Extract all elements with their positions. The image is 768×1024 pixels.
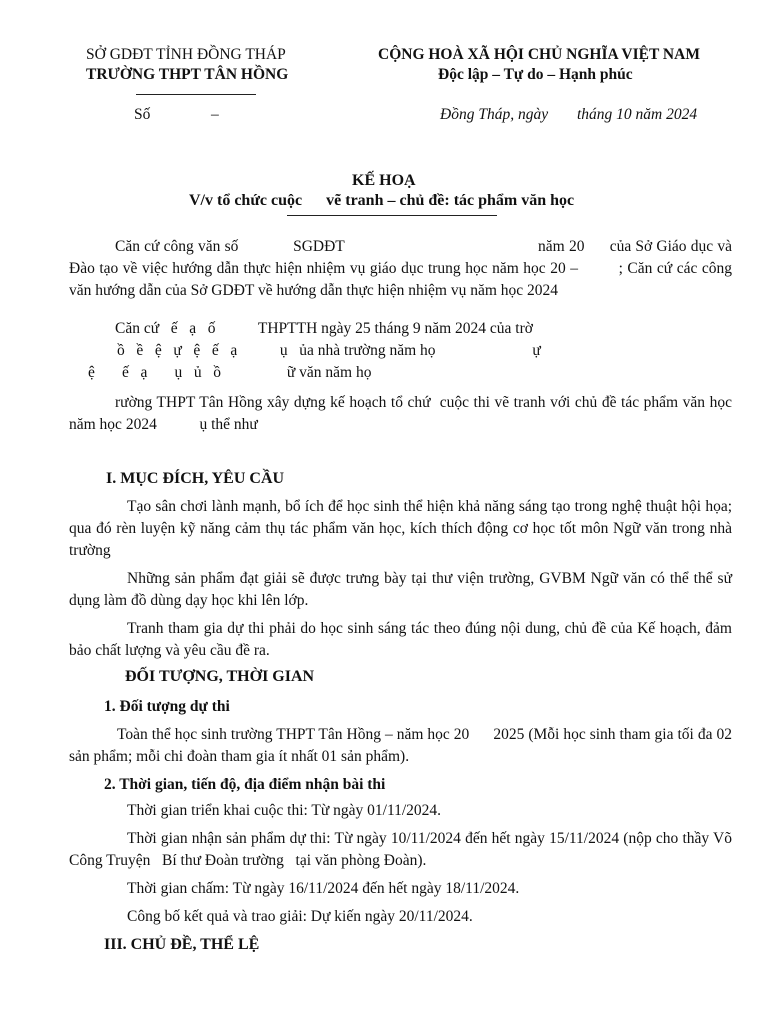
- place-date-b: tháng 10 năm 2024: [577, 106, 698, 123]
- section-1-paragraph-1: Tạo sân chơi lành mạnh, bổ ích để học sinh thể hiện khả năng sáng tạo trong nghệ thuật hội họa; qua đó rèn luyện kỹ năng cảm thụ tác phẩm văn học, kích thích động cơ học tốt môn Ngữ văn trong nhà trường: [69, 498, 732, 559]
- document-subtitle: V/v tổ chức cuộc vẽ tranh – chủ đề: tác phẩm văn học: [189, 192, 575, 209]
- national-title: CỘNG HOÀ XÃ HỘI CHỦ NGHĨA VIỆT NAM: [378, 46, 700, 63]
- preamble-paragraph-1: Căn cứ công văn số SGDĐT năm 20 của Sở Giáo dục và Đào tạo về việc hướng dẫn thực hiện nhiệm vụ giáo dục trung học năm học 20 – ; Căn cứ các công văn hướng dẫn của Sở GDĐT về hướng dẫn thực hiện nhiệm vụ năm học 2024: [69, 238, 736, 299]
- section-3-heading: III. CHỦ ĐỀ, THỂ LỆ: [104, 936, 260, 953]
- timeline-results: Công bố kết quả và trao giải: Dự kiến ngày 20/11/2024.: [127, 908, 473, 925]
- timeline-grading: Thời gian chấm: Từ ngày 16/11/2024 đến hết ngày 18/11/2024.: [127, 880, 520, 897]
- preamble-paragraph-2-line-2: ồ ề ệ ự ệ ế ạ ụ ủa nhà trường năm họ ự: [117, 342, 541, 359]
- section-2-subheading-1: 1. Đối tượng dự thi: [104, 698, 230, 715]
- section-1-heading: I. MỤC ĐÍCH, YÊU CẦU: [106, 470, 285, 487]
- section-1-paragraph-2: Những sản phẩm đạt giải sẽ được trưng bày tại thư viện trường, GVBM Ngữ văn có thể thể sử dụng làm đồ dùng dạy học khi lên lớp.: [69, 570, 732, 609]
- section-2-heading: ĐỐI TƯỢNG, THỜI GIAN: [125, 668, 315, 685]
- document-number-dash: –: [211, 106, 219, 123]
- document-title: KẾ HOẠ: [352, 172, 416, 189]
- timeline-launch: Thời gian triển khai cuộc thi: Từ ngày 01/11/2024.: [127, 802, 442, 819]
- preamble-paragraph-3: rường THPT Tân Hồng xây dựng kế hoạch tổ chứ cuộc thi vẽ tranh với chủ đề tác phẩm văn học năm học 2024 ụ thể như: [69, 394, 736, 433]
- section-2-subheading-2: 2. Thời gian, tiến độ, địa điểm nhận bài thi: [104, 776, 386, 793]
- school-name-underline: [136, 94, 256, 95]
- section-1-paragraph-3: Tranh tham gia dự thi phải do học sinh sáng tác theo đúng nội dung, chủ đề của Kế hoạch, đảm bảo chất lượng và yêu cầu đề ra.: [69, 620, 732, 659]
- timeline-submission: Thời gian nhận sản phẩm dự thi: Từ ngày 10/11/2024 đến hết ngày 15/11/2024 (nộp cho thầy Võ Công Truyện Bí thư Đoàn trường tại văn phòng Đoàn).: [69, 830, 736, 869]
- school-name: TRƯỜNG THPT TÂN HỒNG: [86, 66, 289, 83]
- subtitle-underline: [287, 215, 497, 216]
- document-number-label: Số: [134, 106, 151, 123]
- section-2-subparagraph-1: Toàn thể học sinh trường THPT Tân Hồng – năm học 20 2025 (Mỗi học sinh tham gia tối đa 02 sản phẩm; mỗi chi đoàn tham gia ít nhất 01 sản phẩm).: [69, 726, 736, 765]
- preamble-paragraph-2-line-3: ệ ế ạ ụ ủ ồ ữ văn năm họ: [88, 364, 372, 381]
- place-date-a: Đồng Tháp, ngày: [440, 106, 549, 123]
- department-name: SỞ GDĐT TỈNH ĐỒNG THÁP: [86, 46, 286, 63]
- national-motto: Độc lập – Tự do – Hạnh phúc: [438, 66, 633, 83]
- preamble-paragraph-2-line-1: Căn cứ ế ạ ố THPTTH ngày 25 tháng 9 năm 2024 của trờ: [115, 320, 533, 337]
